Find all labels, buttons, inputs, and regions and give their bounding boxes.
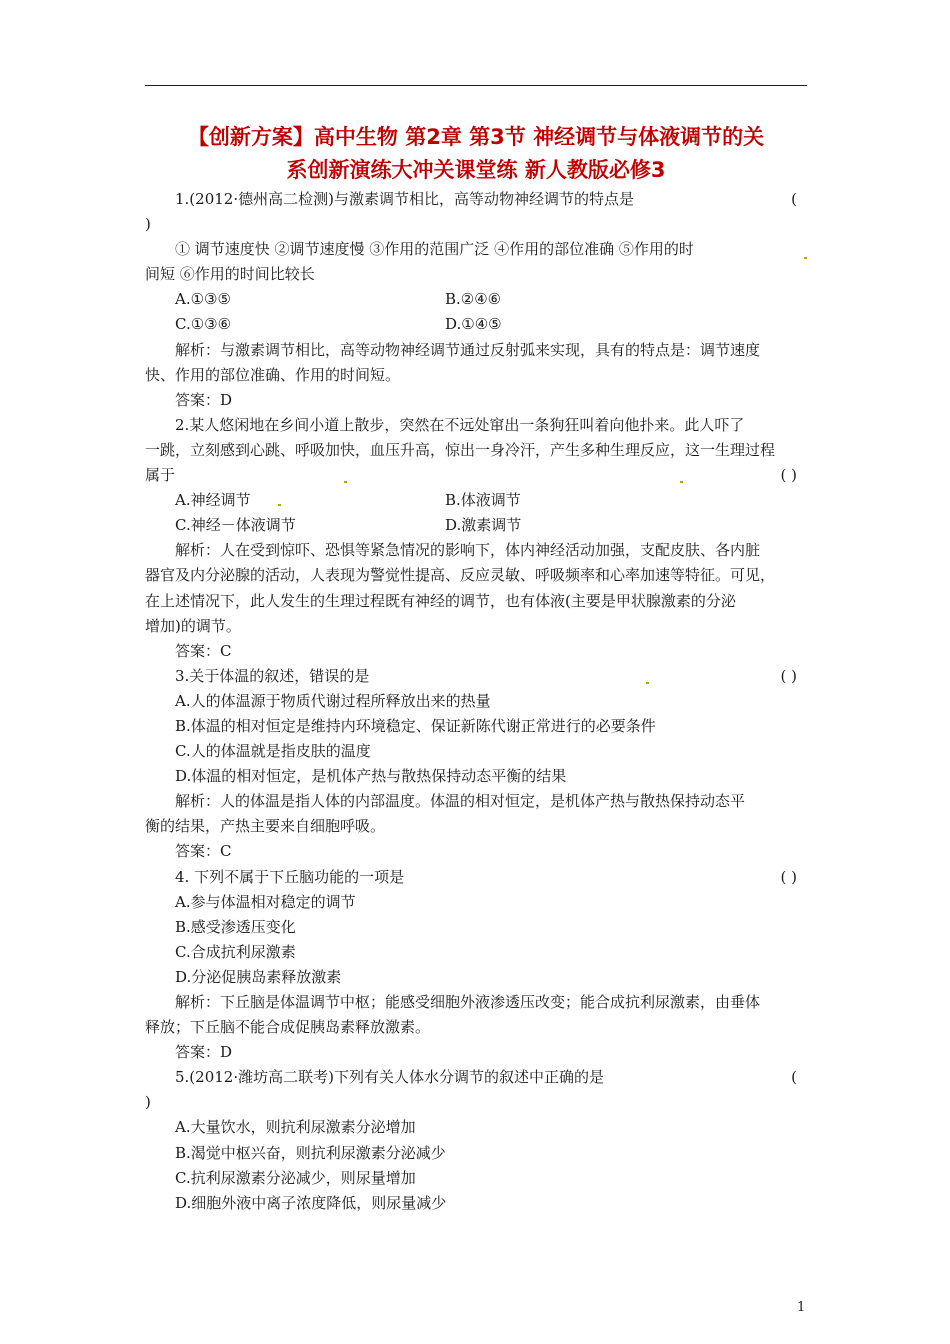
q3-option-c: C.人的体温就是指皮肤的温度 [175,742,371,761]
q2-option-c: C.神经－体液调节 [175,516,296,535]
q2-analysis-line4: 增加)的调节。 [145,616,241,635]
q5-paren-open: ( [791,1068,797,1087]
q1-stem: 1.(2012·德州高二检测)与激素调节相比，高等动物神经调节的特点是 ( [145,187,807,212]
q3-analysis-line2: 衡的结果，产热主要来自细胞呼吸。 [145,817,386,836]
q1-option-c: C.①③⑥ [175,315,232,334]
q4-option-b: B.感受渗透压变化 [175,917,296,936]
q3-option-a: A.人的体温源于物质代谢过程所释放出来的热量 [175,691,491,710]
q1-items-line1: ① 调节速度快 ②调节速度慢 ③作用的范围广泛 ④作用的部位准确 ⑤作用的时 [175,240,694,259]
q2-option-b: B.体液调节 [445,491,521,510]
q3-paren: ( ) [780,666,797,685]
scan-speck [680,481,683,483]
q3-option-b: B.体温的相对恒定是维持内环境稳定、保证新陈代谢正常进行的必要条件 [175,716,656,735]
document-title-line2: 系创新演练大冲关课堂练 新人教版必修3 [286,158,666,182]
scan-speck [646,682,649,684]
q2-answer: 答案：C [175,641,232,660]
q4-stem: 4. 下列不属于下丘脑功能的一项是 ( ) [145,865,807,890]
document-body [145,187,807,1216]
q2-stem-line3: 属于 ( ) [145,463,807,488]
q5-stem: 5.(2012·潍坊高二联考)下列有关人体水分调节的叙述中正确的是 ( [145,1065,807,1090]
q5-option-a: A.大量饮水，则抗利尿激素分泌增加 [175,1118,416,1137]
document-title-line1: 【创新方案】高中生物 第2章 第3节 神经调节与体液调节的关 [187,125,765,149]
q2-paren: ( ) [780,466,797,485]
q4-option-c: C.合成抗利尿激素 [175,942,296,961]
page-number: 1 [797,1300,806,1315]
q1-options-cd [145,312,807,337]
q2-analysis-line1: 解析：人在受到惊吓、恐惧等紧急情况的影响下，体内神经活动加强，支配皮肤、各内脏 [175,541,761,560]
q1-option-a: A.①③⑤ [175,290,231,309]
q4-answer: 答案：D [175,1043,233,1062]
header-rule [145,85,807,86]
q2-analysis-line2: 器官及内分泌腺的活动，人表现为警觉性提高、反应灵敏、呼吸频率和心率加速等特征。可见， [145,566,776,585]
q5-option-d: D.细胞外液中离子浓度降低，则尿量减少 [175,1193,447,1212]
q2-option-a: A.神经调节 [175,491,251,510]
q4-analysis-line2: 释放；下丘脑不能合成促胰岛素释放激素。 [145,1018,431,1037]
q3-option-d: D.体温的相对恒定，是机体产热与散热保持动态平衡的结果 [175,767,567,786]
q1-options-ab [145,287,807,312]
q2-stem-line2: 一跳，立刻感到心跳、呼吸加快，血压升高，惊出一身冷汗，产生多种生理反应，这一生理过程 [145,440,776,459]
q4-paren: ( ) [780,867,797,886]
q5-paren-close: ) [145,1093,151,1112]
q4-option-d: D.分泌促胰岛素释放激素 [175,967,342,986]
q4-analysis-line1: 解析：下丘脑是体温调节中枢；能感受细胞外液渗透压改变；能合成抗利尿激素，由垂体 [175,993,761,1011]
q2-option-d: D.激素调节 [445,516,522,535]
q1-option-d: D.①④⑤ [445,315,502,334]
scan-speck [804,257,807,259]
q1-analysis-line2: 快、作用的部位准确、作用的时间短。 [145,365,401,384]
q1-paren-open: ( [791,190,797,208]
q4-option-a: A.参与体温相对稳定的调节 [175,892,356,911]
scan-speck [344,481,347,483]
q2-options-ab [145,488,807,513]
q1-answer: 答案：D [175,390,233,409]
scan-speck [278,504,281,506]
q2-options-cd [145,513,807,538]
q5-option-b: B.渴觉中枢兴奋，则抗利尿激素分泌减少 [175,1143,446,1162]
q5-option-c: C.抗利尿激素分泌减少，则尿量增加 [175,1168,416,1187]
q1-paren-close: ) [145,215,151,234]
q3-stem: 3.关于体温的叙述，错误的是 ( ) [145,664,807,689]
q1-items-line2: 间短 ⑥作用的时间比较长 [145,265,315,284]
q2-stem-line1: 2.某人悠闲地在乡间小道上散步，突然在不远处窜出一条狗狂叫着向他扑来。此人吓了 [175,415,745,434]
q1-analysis-line1: 解析：与激素调节相比，高等动物神经调节通过反射弧来实现，具有的特点是：调节速度 [175,340,761,359]
q1-option-b: B.②④⑥ [445,290,502,309]
q2-analysis-line3: 在上述情况下，此人发生的生理过程既有神经的调节，也有体液(主要是甲状腺激素的分泌 [145,591,736,610]
q3-analysis-line1: 解析：人的体温是指人体的内部温度。体温的相对恒定，是机体产热与散热保持动态平 [175,792,746,811]
q3-answer: 答案：C [175,842,232,861]
